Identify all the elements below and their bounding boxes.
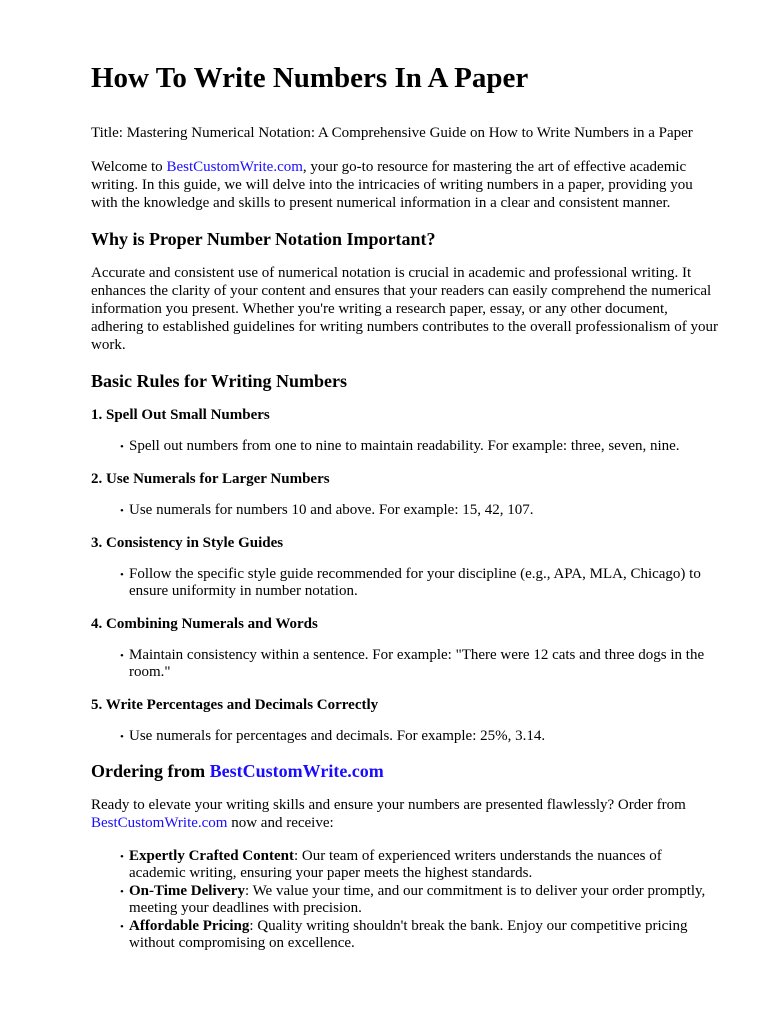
- bullet-icon: •: [120, 569, 124, 581]
- heading-ordering: [91, 760, 721, 782]
- list-item: [120, 848, 721, 882]
- benefit-title: On-Time Delivery: [129, 883, 245, 899]
- list-item: [120, 883, 721, 917]
- ordering-text-before: Ready to elevate your writing skills and ensure your numbers are presented flawlessly? Order from: [91, 797, 686, 813]
- subtitle-line: Title: Mastering Numerical Notation: A Comprehensive Guide on How to Write Numbers in a Paper: [91, 125, 693, 141]
- rule-list: [91, 438, 721, 455]
- list-item: [120, 438, 721, 455]
- rule-bullet-text: Maintain consistency within a sentence. For example: "There were 12 cats and three dogs in the room.": [129, 647, 705, 680]
- bullet-icon: •: [120, 505, 124, 517]
- document-page: [91, 58, 721, 967]
- bullet-icon: •: [120, 650, 124, 662]
- ordering-heading-prefix: Ordering from: [91, 761, 210, 781]
- benefit-text: : We value your time, and our commitment is to deliver your order promptly, meeting your deadlines with precision.: [129, 883, 706, 916]
- benefits-list: [91, 848, 721, 952]
- intro-text-before: Welcome to: [91, 159, 167, 175]
- bullet-icon: •: [120, 921, 124, 933]
- rule-list: [91, 566, 721, 600]
- ordering-paragraph: [91, 796, 721, 832]
- rule-bullet-text: Spell out numbers from one to nine to maintain readability. For example: three, seven, nine.: [129, 438, 680, 454]
- benefit-text: : Quality writing shouldn't break the bank. Enjoy our competitive pricing without compromising on excellence.: [129, 918, 688, 951]
- list-item: [120, 566, 721, 600]
- ordering-site-link[interactable]: BestCustomWrite.com: [91, 815, 228, 831]
- benefit-text: : Our team of experienced writers understands the nuances of academic writing, ensuring your paper meets the highest standards.: [129, 848, 662, 881]
- heading-basic-rules: Basic Rules for Writing Numbers: [91, 371, 348, 391]
- page-title: How To Write Numbers In A Paper: [91, 62, 529, 94]
- bullet-icon: •: [120, 886, 124, 898]
- bullet-icon: •: [120, 851, 124, 863]
- bullet-icon: •: [120, 441, 124, 453]
- rule-list: [91, 502, 721, 519]
- list-item: [120, 647, 721, 681]
- ordering-heading-link[interactable]: BestCustomWrite.com: [209, 761, 384, 781]
- benefit-title: Affordable Pricing: [129, 918, 250, 934]
- intro-site-link[interactable]: BestCustomWrite.com: [166, 159, 303, 175]
- rule-bullet-text: Use numerals for percentages and decimals. For example: 25%, 3.14.: [129, 728, 546, 744]
- rule-title: 4. Combining Numerals and Words: [91, 616, 318, 632]
- rule-bullet-text: Use numerals for numbers 10 and above. For example: 15, 42, 107.: [129, 502, 534, 518]
- list-item: [120, 502, 721, 519]
- list-item: [120, 728, 721, 745]
- rule-bullet-text: Follow the specific style guide recommended for your discipline (e.g., APA, MLA, Chicago) to ensure uniformity in number notation.: [129, 566, 701, 599]
- list-item: [120, 918, 721, 952]
- rule-list: [91, 728, 721, 745]
- rule-title: 5. Write Percentages and Decimals Correctly: [91, 697, 379, 713]
- intro-paragraph: [91, 158, 721, 212]
- rule-list: [91, 647, 721, 681]
- rule-title: 1. Spell Out Small Numbers: [91, 407, 270, 423]
- ordering-text-after: now and receive:: [227, 815, 334, 831]
- heading-importance: Why is Proper Number Notation Important?: [91, 229, 436, 249]
- intro-text-after: , your go-to resource for mastering the art of effective academic writing. In this guide, we will delve into the intricacies of writing numbers in a paper, providing you with the knowledge and skills to present numerical information in a clear and consistent manner.: [91, 159, 693, 211]
- rule-title: 3. Consistency in Style Guides: [91, 535, 284, 551]
- rule-title: 2. Use Numerals for Larger Numbers: [91, 471, 330, 487]
- importance-paragraph: Accurate and consistent use of numerical notation is crucial in academic and professional writing. It enhances the clarity of your content and ensures that your readers can easily comprehend the numerical information you present. Whether you're writing a research paper, essay, or any other document, adhering to established guidelines for writing numbers contributes to the overall professionalism of your work.: [91, 265, 718, 353]
- benefit-title: Expertly Crafted Content: [129, 848, 294, 864]
- bullet-icon: •: [120, 731, 124, 743]
